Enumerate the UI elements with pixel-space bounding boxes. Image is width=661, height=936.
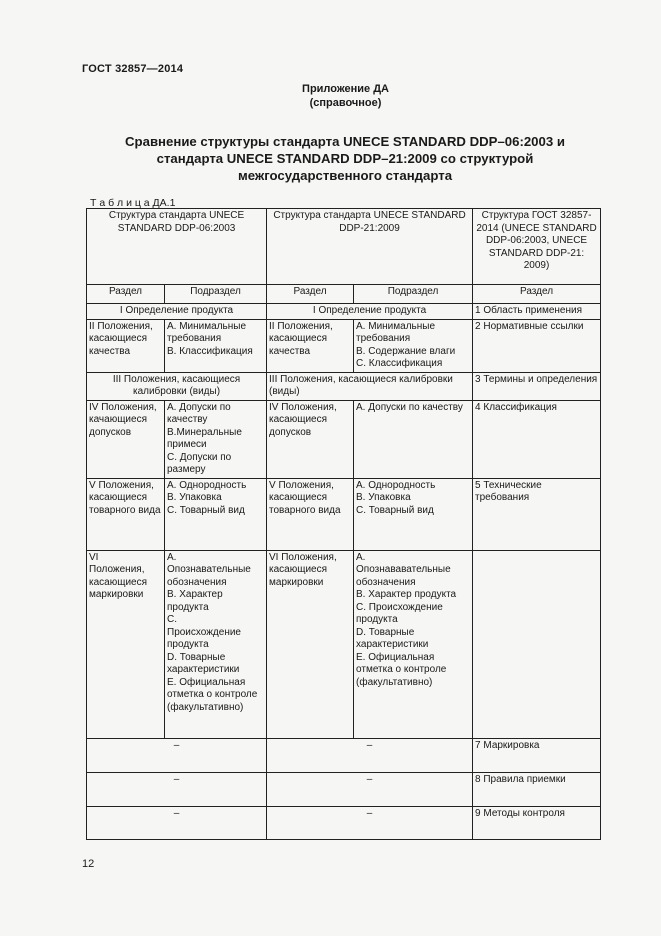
row2-gost [473, 319, 601, 372]
row4-ddp06-subsection [165, 400, 267, 478]
header-ddp06-text: Структура стандарта UNECE STANDARD DDP-06:2003 [108, 210, 245, 234]
row6-ddp06-subsection-text: A. Опознавательные обозначения B. Характер продукта C. Происхождение продукта D. Товарные характеристики E. Официальная отметка о контроле (факультативно) [167, 551, 258, 713]
header-ddp21 [267, 209, 473, 285]
main-title: Сравнение структуры стандарта UNECE STANDARD DDP–06:2003 и стандарта UNECE STANDARD DDP–21:2009 со структурой межгосударственного стандарта [125, 134, 565, 183]
row2-ddp21-subsection [354, 319, 473, 372]
row8-gost: 8 Правила приемки [473, 772, 601, 806]
row5-gost-text: 5 Технические требования [475, 479, 542, 503]
row6-ddp21-section [267, 550, 354, 738]
subheader-section-1: Раздел [87, 285, 165, 304]
row1-ddp21: I Определение продукта [267, 304, 473, 320]
subheader-subsection-2: Подраздел [354, 285, 473, 304]
row2-ddp21-subsection-text: A. Минимальные требования B. Содержание влаги C. Классификация [356, 320, 456, 369]
row4-gost-text: 4 Классификация [475, 401, 557, 413]
row5-ddp06-section-text: V Положения, касающиеся товарного вида [89, 479, 161, 516]
comparison-table-container [86, 208, 600, 832]
row1-gost: 1 Область применения [473, 304, 601, 320]
table-subheader-row [87, 285, 601, 304]
row7-ddp21: – [267, 738, 473, 772]
row5-ddp06-subsection-text: A. Однородность B. Упаковка C. Товарный вид [167, 479, 247, 516]
annex-heading [0, 82, 661, 110]
row9-ddp21: – [267, 806, 473, 839]
table-row [87, 550, 601, 738]
annex-title: Приложение ДА [302, 83, 389, 95]
row3-ddp06 [87, 372, 267, 400]
row6-ddp06-subsection [165, 550, 267, 738]
row7-ddp06: – [87, 738, 267, 772]
comparison-table [86, 208, 601, 840]
row4-ddp21-subsection-text: A. Допуски по качеству [356, 401, 463, 413]
subheader-section-3: Раздел [473, 285, 601, 304]
row5-ddp21-subsection [354, 478, 473, 550]
row2-ddp06-section-text: II Положения, касающиеся качества [89, 320, 153, 357]
row3-gost [473, 372, 601, 400]
row6-gost [473, 550, 601, 738]
row4-ddp21-section-text: IV Положения, касающиеся допусков [269, 401, 337, 438]
page-number: 12 [82, 858, 95, 870]
table-row [87, 738, 601, 772]
row2-ddp06-section [87, 319, 165, 372]
row5-ddp21-section [267, 478, 354, 550]
table-row [87, 478, 601, 550]
table-header-row [87, 209, 601, 285]
row4-ddp06-subsection-text: A. Допуски по качеству B.Минеральные примеси C. Допуски по размеру [167, 401, 242, 475]
table-row [87, 304, 601, 320]
row5-ddp06-section [87, 478, 165, 550]
row8-ddp21: – [267, 772, 473, 806]
row6-ddp21-section-text: VI Положения, касающиеся маркировки [269, 551, 337, 588]
annex-subtitle: (справочное) [309, 97, 382, 109]
row5-ddp21-subsection-text: A. Однородность B. Упаковка C. Товарный вид [356, 479, 436, 516]
row4-gost [473, 400, 601, 478]
row5-ddp21-section-text: V Положения, касающиеся товарного вида [269, 479, 341, 516]
row7-gost: 7 Маркировка [473, 738, 601, 772]
row8-ddp06: – [87, 772, 267, 806]
row9-gost: 9 Методы контроля [473, 806, 601, 839]
row2-ddp06-subsection-text: A. Минимальные требования B. Классификация [167, 320, 253, 357]
table-row [87, 772, 601, 806]
header-ddp06 [87, 209, 267, 285]
row1-ddp06: I Определение продукта [87, 304, 267, 320]
table-caption: Т а б л и ц а ДА.1 [90, 197, 176, 209]
header-ddp21-text: Структура стандарта UNECE STANDARD DDP-21:2009 [273, 210, 466, 234]
table-row [87, 372, 601, 400]
row3-gost-text: 3 Термины и определения [475, 373, 598, 385]
table-row [87, 319, 601, 372]
row5-gost [473, 478, 601, 550]
row4-ddp21-subsection [354, 400, 473, 478]
header-gost [473, 209, 601, 285]
row2-ddp06-subsection [165, 319, 267, 372]
row9-ddp06: – [87, 806, 267, 839]
table-row [87, 806, 601, 839]
row4-ddp21-section [267, 400, 354, 478]
row6-ddp21-subsection [354, 550, 473, 738]
row2-ddp21-section-text: II Положения, касающиеся качества [269, 320, 333, 357]
row4-ddp06-section [87, 400, 165, 478]
row6-ddp06-section [87, 550, 165, 738]
row4-ddp06-section-text: IV Положения, качающиеся допусков [89, 401, 157, 438]
row3-ddp21-text: III Положения, касающиеся калибровки (виды) [269, 373, 453, 397]
row5-ddp06-subsection [165, 478, 267, 550]
row3-ddp21 [267, 372, 473, 400]
header-gost-text: Структура ГОСТ 32857-2014 (UNECE STANDARD DDP-06:2003, UNECE STANDARD DDP-21: 2009) [476, 210, 597, 271]
row6-ddp21-subsection-text: A. Опознававательные обозначения B. Характер продукта C. Происхождение продукта D. Товарные характеристики E. Официальная отметка о контроле (факультативно) [356, 551, 457, 688]
table-row [87, 400, 601, 478]
row2-gost-text: 2 Нормативные ссылки [475, 320, 584, 332]
row2-ddp21-section [267, 319, 354, 372]
subheader-section-2: Раздел [267, 285, 354, 304]
document-header: ГОСТ 32857—2014 [82, 63, 184, 75]
row3-ddp06-text: III Положения, касающиеся калибровки (виды) [112, 373, 241, 397]
row6-ddp06-section-text: VI Положения, касающиеся маркировки [89, 551, 148, 600]
subheader-subsection-1: Подраздел [165, 285, 267, 304]
